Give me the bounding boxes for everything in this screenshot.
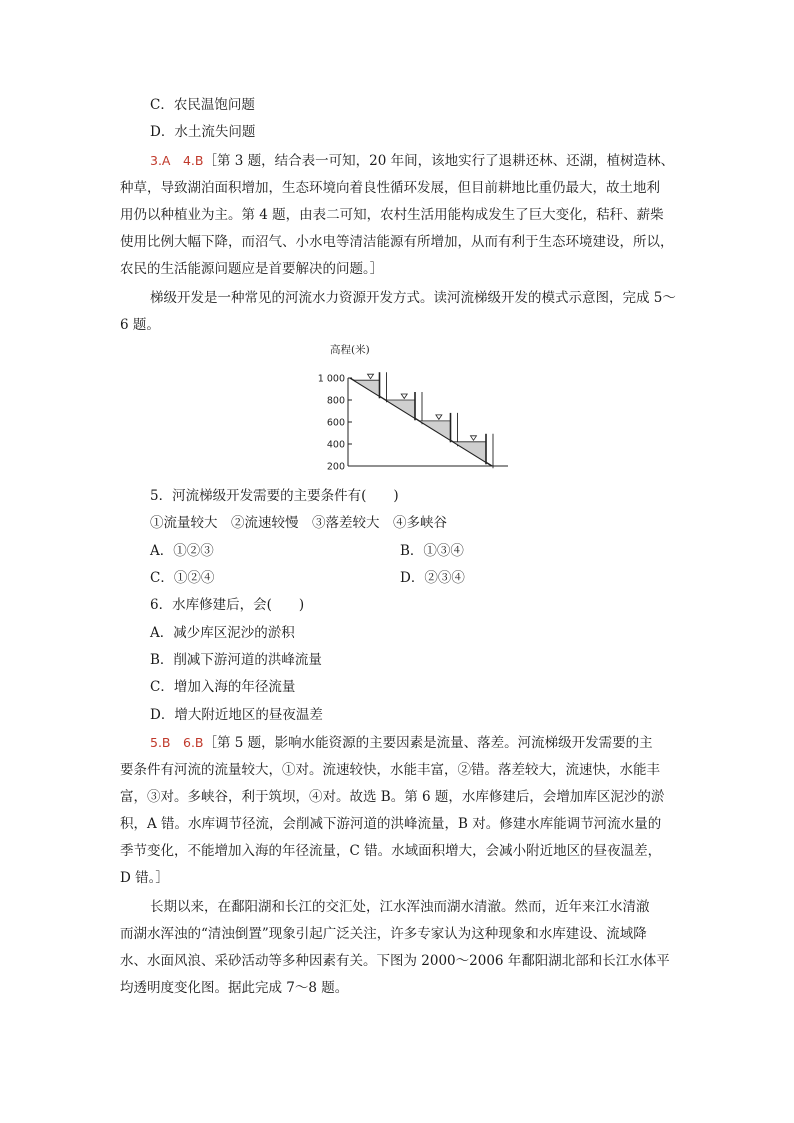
water-level-marker [401,394,407,399]
y-tick-label: 400 [326,439,345,451]
answer-34-line-4: 使用比例大幅下降，而沼气、小水电等清洁能源有所增加，从而有利于生态环境建设，所以， [120,234,674,250]
answer-56-line-3: 富，③对。多峡谷，利于筑坝，④对。故选 B。第 6 题，水库修建后，会增加库区泥沙的淤 [120,789,665,805]
reservoir-water [386,400,416,418]
intro-78-line-4: 均透明度变化图。据此完成 7～8 题。 [120,980,349,996]
y-tick-label: 800 [326,395,345,407]
intro-78-line-3: 水、水面风浪、采砂活动等多种因素有关。下图为 2000～2006 年鄱阳湖北部和长江水体平 [120,953,670,969]
reservoir-water [354,380,380,396]
answer-34-line-1: ［第 3 题，结合表一可知，20 年间，该地实行了退耕还林、还湖，植树造林、 [203,153,675,169]
reservoir-water [453,442,486,462]
q2-option-c: C．农民温饱问题 [150,97,255,113]
q5-option-d: D．②③④ [400,570,465,586]
q5-stem: 5．河流梯级开发需要的主要条件有( ) [150,488,399,504]
answer-56-line-6: D 错。］ [120,870,169,886]
y-axis-title: 高程(米) [330,344,370,356]
answer-56-line-4: 积，A 错。水库调节径流，会削减下游河道的洪峰流量，B 对。修建水库能调节河流水量的 [120,816,662,832]
answer-56-line-1: ［第 5 题，影响水能资源的主要因素是流量、落差。河流梯级开发需要的主 [203,735,653,751]
q2-option-d: D．水土流失问题 [150,124,256,140]
cascade-diagram-svg [310,340,520,475]
y-tick-label: 1 000 [317,373,345,385]
answer-56-line-2: 要条件有河流的流量较大，①对。流速较快，水能丰富，②错。落差较大，流速快，水能丰 [120,762,660,778]
water-level-marker [436,415,442,420]
water-level-marker [470,436,476,441]
y-tick-label: 600 [326,417,345,429]
intro-78-line-1: 长期以来，在鄱阳湖和长江的交汇处，江水浑浊而湖水清澈。然而，近年来江水清澈 [150,899,650,915]
answer-56-key: 5.B 6.B [150,735,204,750]
q6-option-d: D．增大附近地区的昼夜温差 [150,707,323,723]
water-level-marker [368,374,374,379]
intro-78-line-2: 而湖水浑浊的“清浊倒置”现象引起广泛关注，许多专家认为这种现象和水库建设、流域降 [120,926,647,942]
answer-34-first-line [150,152,674,170]
answer-34-line-3: 用仍以种植业为主。第 4 题，由表二可知，农村生活用能构成发生了巨大变化，秸秆、薪柴 [120,207,664,223]
q6-stem: 6．水库修建后，会( ) [150,597,305,613]
q5-option-c: C．①②④ [150,570,215,586]
q6-option-c: C．增加入海的年径流量 [150,679,296,695]
q6-option-a: A．减少库区泥沙的淤积 [150,625,295,641]
answer-56-line-5: 季节变化，不能增加入海的年径流量，C 错。水域面积增大，会减小附近地区的昼夜温差， [120,843,662,859]
intro-56-line-2: 6 题。 [120,317,160,333]
q5-option-b: B．①③④ [400,543,464,559]
answer-34-line-5: 农民的生活能源问题应是首要解决的问题。］ [120,261,384,277]
intro-56-line-1: 梯级开发是一种常见的河流水力资源开发方式。读河流梯级开发的模式示意图，完成 5～ [150,290,676,306]
reservoir-water [419,421,450,440]
y-tick-label: 200 [326,461,345,473]
q6-option-b: B．削减下游河道的洪峰流量 [150,652,322,668]
cascade-diagram [310,340,520,475]
answer-34-key: 3.A 4.B [150,153,204,168]
q5-conditions: ①流量较大 ②流速较慢 ③落差较大 ④多峡谷 [150,515,447,531]
answer-56-first-line [150,734,653,752]
q5-option-a: A．①②③ [150,543,214,559]
answer-34-line-2: 种草，导致湖泊面积增加，生态环境向着良性循环发展，但目前耕地比重仍最大，故土地利 [120,180,660,196]
